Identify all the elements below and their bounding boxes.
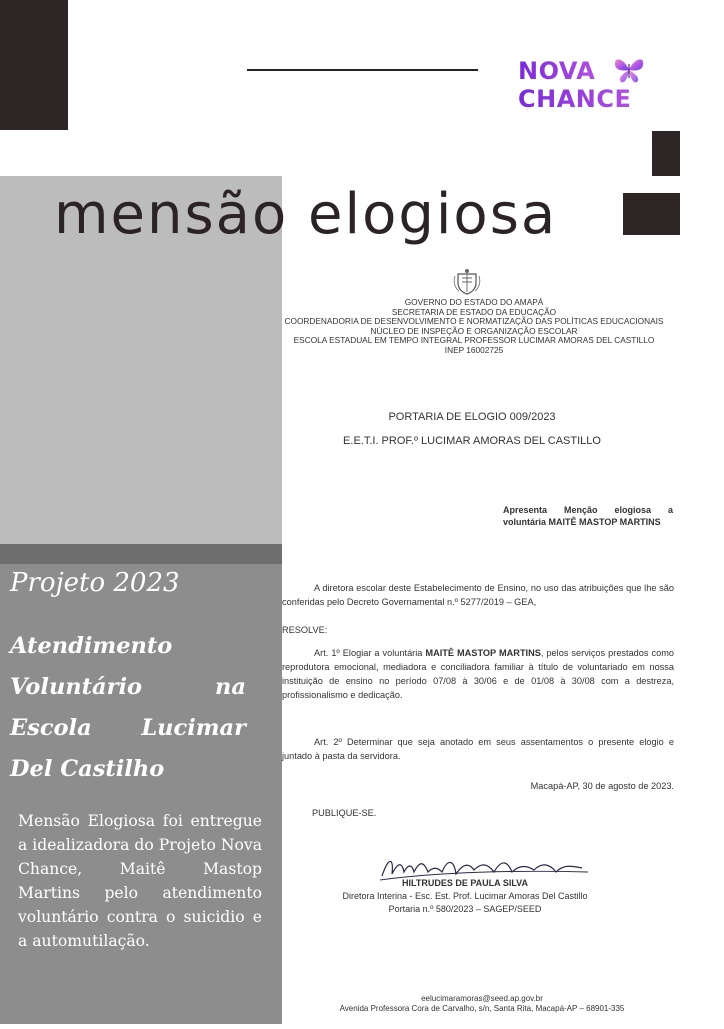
project-description: Mensão Elogiosa foi entregue a idealizadora do Projeto Nova Chance, Maitê Mastop Martins pelo atendimento voluntário contra o suicidio e a automutilação.: [18, 812, 262, 950]
article-1-name: MAITÊ MASTOP MARTINS: [425, 648, 541, 658]
signer-role: Diretora Interina - Esc. Est. Prof. Lucimar Amoras Del Castillo: [342, 891, 588, 901]
butterfly-icon: [612, 56, 646, 84]
header-line: SECRETARIA DE ESTADO DA EDUCAÇÃO: [391, 306, 557, 317]
signer-name: HILTRUDES DE PAULA SILVA: [402, 878, 528, 888]
dark-corner-block: [0, 0, 68, 130]
header-line: INEP 16002725: [444, 344, 504, 355]
footer-email: eelucimaramoras@seed.ap.gov.br: [421, 994, 543, 1003]
article-1-body: , pelos serviços prestados como reprodutora emocional, mediadora e conciliadora familiar à título de voluntariado em nossa instituição de ensino no período 07/08 à 30/06 e de 01/08 à 30/08 com a destreza, profissionalismo e dedicação.: [282, 648, 674, 700]
dark-accent-block-small: [652, 131, 680, 176]
resolve-label: RESOLVE:: [282, 625, 328, 635]
logo-line-2: CHANCE: [518, 85, 632, 113]
top-divider-line: [247, 69, 478, 71]
dark-accent-block-wide: [623, 193, 680, 235]
grey-divider-band: [0, 544, 282, 564]
coat-of-arms-icon: [452, 268, 482, 296]
publique-label: PUBLIQUE-SE.: [312, 808, 377, 818]
project-year-label: Projeto 2023: [10, 568, 180, 598]
government-header: [272, 298, 676, 356]
article-1: [282, 646, 674, 702]
portaria-title: PORTARIA DE ELOGIO 009/2023: [388, 411, 556, 423]
footer-address: Avenida Professora Cora de Carvalho, s/n, Santa Rita, Macapá-AP – 68901-335: [339, 1004, 625, 1013]
header-line: COORDENADORIA DE DESENVOLVIMENTO E NORMATIZAÇÃO DAS POLÍTICAS EDUCACIONAIS: [284, 316, 664, 327]
header-line: GOVERNO DO ESTADO DO AMAPÁ: [404, 297, 544, 307]
document-paragraph-intro: A diretora escolar deste Estabelecimento de Ensino, no uso das atribuições que lhe são conferidas pelo Decreto Governamental n.º 5277/2019 – GEA,: [282, 583, 674, 607]
article-2: Art. 2º Determinar que seja anotado em seus assentamentos o presente elogio e juntado à pasta da servidora.: [282, 737, 674, 761]
header-line: NÚCLEO DE INSPEÇÃO E ORGANIZAÇÃO ESCOLAR: [370, 325, 578, 336]
project-title: Atendimento Voluntário na Escola Lucimar Del Castilho: [10, 633, 246, 782]
document-summary: Apresenta Menção elogiosa a voluntária MAITÊ MASTOP MARTINS: [503, 505, 673, 527]
signer-portaria: Portaria n.º 580/2023 – SAGEP/SEED: [388, 904, 542, 914]
school-name-line: E.E.T.I. PROF.º LUCIMAR AMORAS DEL CASTILLO: [343, 435, 601, 447]
header-line: ESCOLA ESTADUAL EM TEMPO INTEGRAL PROFESSOR LUCIMAR AMORAS DEL CASTILLO: [293, 335, 655, 346]
article-1-intro: Art. 1º Elogiar a voluntária: [314, 648, 426, 658]
page-title: mensão elogiosa: [54, 182, 558, 247]
document-date: Macapá-AP, 30 de agosto de 2023.: [530, 781, 674, 791]
logo-line-1: NOVA: [518, 57, 596, 85]
nova-chance-logo: [518, 58, 648, 114]
